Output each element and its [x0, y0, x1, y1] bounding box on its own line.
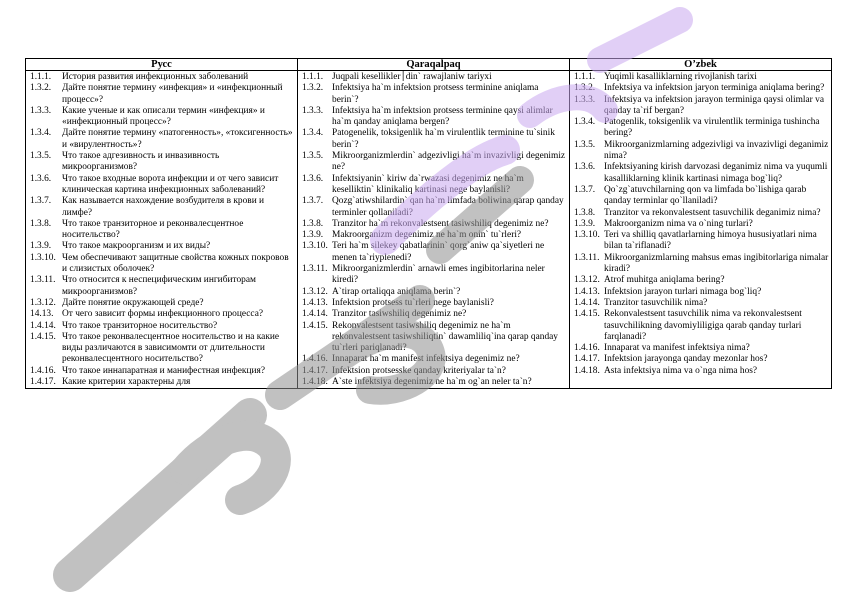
question-text: A`ste infektsiya degenimiz ne ha`m og`an neler ta`n?	[332, 377, 532, 388]
header-karakalpak: Qaraqalpaq	[298, 59, 570, 71]
question-item	[30, 72, 295, 83]
question-number: 1.3.6.	[574, 162, 596, 173]
question-text: A`tirap ortaliqqa aniqlama berin`?	[332, 286, 461, 297]
question-text: Innaparat va manifest infektsiya nima?	[604, 343, 750, 354]
question-number: 1.3.10.	[30, 252, 56, 263]
question-number: 1.1.1.	[302, 72, 324, 82]
question-number: 1.4.16.	[302, 354, 328, 365]
question-item	[30, 241, 295, 252]
question-item	[30, 332, 295, 366]
document-page	[25, 58, 831, 389]
question-item	[30, 275, 295, 298]
question-item	[30, 309, 295, 320]
question-item	[302, 219, 567, 230]
question-number: 1.3.9.	[30, 241, 52, 252]
question-text: Tranzitor tasuvchilik nima?	[604, 297, 708, 308]
watermark-stroke-1	[70, 415, 250, 575]
question-text: От чего зависит формы инфекционного процесса?	[62, 309, 264, 320]
question-item	[30, 174, 295, 197]
question-number: 1.3.7.	[302, 196, 324, 207]
question-item	[302, 128, 567, 151]
question-item	[302, 174, 567, 197]
question-text: Yuqimli kasalliklarning rivojlanish tarixi	[604, 72, 757, 82]
question-item	[574, 95, 829, 118]
question-text: Что такое макроорганизм и их виды?	[62, 241, 211, 252]
question-number: 1.4.14.	[302, 309, 328, 320]
question-item	[30, 128, 295, 151]
question-item	[30, 196, 295, 219]
question-text: Patogenlik, toksigenlik va virulentlik terminiga tushincha bering?	[604, 117, 820, 139]
question-text: Mikroorganizmlerdin` adgezivligi ha`m invazivligi degenimiz ne?	[332, 151, 566, 173]
question-item	[574, 83, 829, 94]
question-number: 1.3.4.	[302, 128, 324, 139]
question-item	[30, 151, 295, 174]
question-number: 1.4.17.	[574, 354, 600, 365]
question-number: 1.4.18.	[574, 365, 600, 376]
question-item	[302, 83, 567, 106]
question-item	[574, 140, 829, 163]
question-item	[30, 377, 295, 388]
column-karakalpak	[298, 71, 570, 389]
question-text: Teri va shilliq qavatlarlarning himoya hususiyatlari nima bilan ta`riflanadi?	[604, 230, 817, 252]
watermark-stroke-2	[185, 436, 276, 500]
question-item	[574, 275, 829, 286]
question-text: Что такое реконвалесцентное носительство и на какие виды различаются в зависимомти от длительности реконвалесцентного носительство?	[62, 331, 280, 365]
question-number: 1.4.16.	[574, 343, 600, 354]
question-item	[30, 321, 295, 332]
question-number: 1.3.3.	[30, 105, 52, 116]
question-number: 1.3.9.	[574, 218, 596, 229]
question-number: 1.3.4.	[30, 128, 52, 139]
question-text: Что такое адгезивность и инвазивность микроорганизмов?	[62, 151, 220, 173]
question-item	[574, 366, 829, 377]
question-number: 1.3.9.	[302, 230, 324, 241]
question-item	[302, 366, 567, 377]
question-number: 1.3.11.	[30, 275, 56, 286]
question-text: Tranzitor va rekonvalestsent tasuvchilik deganimiz nima?	[604, 207, 821, 218]
question-number: 1.4.18.	[302, 377, 328, 388]
question-number: 1.4.13.	[574, 286, 600, 297]
question-text: Patogenelik, toksigenlik ha`m virulentlik terminine tu`sinik berin`?	[332, 128, 555, 150]
question-number: 1.4.16.	[30, 365, 56, 376]
question-number: 1.3.2.	[302, 83, 324, 94]
question-text: Innaparat ha`m manifest infektsiya degenimiz ne?	[332, 354, 520, 365]
question-number: 1.3.3.	[302, 105, 324, 116]
question-item	[574, 298, 829, 309]
question-text: Infektsiyaning kirish darvozasi deganimiz nima va yuqumli kasalliklarning klinik kartinasi nimaga bog`liq?	[604, 162, 828, 184]
question-item	[574, 185, 829, 208]
question-text: Asta infektsiya nima va o`nga nima hos?	[604, 365, 758, 376]
question-text: Atrof muhitga aniqlama bering?	[604, 275, 725, 286]
question-text: Infektsiyanin` kiriw da`rwazasi degenimiz ne ha`m keselliktin` klinikaliq kartinasi nege baylanisli?	[332, 173, 524, 195]
question-number: 1.4.15.	[302, 320, 328, 331]
question-text: История развития инфекционных заболеваний	[62, 72, 249, 82]
question-text: Teri ha`m silekey qabatlarinin` qorg`aniw qa`siyetleri ne menen ta`riyplenedi?	[332, 241, 545, 263]
question-item	[302, 72, 567, 83]
question-number: 1.3.11.	[302, 264, 328, 275]
question-text: Infektsiya va infektsion jaryon terminiga aniqlama bering?	[604, 83, 825, 94]
question-item	[30, 106, 295, 129]
question-item	[302, 298, 567, 309]
question-number: 1.3.4.	[574, 117, 596, 128]
question-text: Infektsion protsess tu`rleri nege baylanisli?	[332, 297, 494, 308]
header-uzbek: O’zbek	[570, 59, 832, 71]
question-number: 1.1.1.	[574, 72, 596, 82]
question-item	[302, 106, 567, 129]
question-number: 1.3.8.	[30, 218, 52, 229]
question-text: Дайте понятие термину «инфекция» и «инфекционный процесс»?	[62, 83, 283, 105]
question-number: 1.3.3.	[574, 94, 596, 105]
question-number: 1.4.14.	[30, 320, 56, 331]
question-text: Infektsiya ha`m infektsion protsess terminine qaysi alimlar ha`m qanday aniqlama bergen?	[332, 105, 553, 128]
question-item	[302, 151, 567, 174]
question-text: Rekonvalestsent tasiwshiliq degenimiz ne ha`m rekonvalestsent tasiwshiliqtin` dawamliliq`ina qarap qanday tu`rleri pariqlanadi?	[332, 320, 558, 354]
question-number: 1.4.13.	[302, 297, 328, 308]
question-item	[30, 298, 295, 309]
question-number: 1.3.8.	[574, 207, 596, 218]
question-number: 1.3.5.	[302, 151, 324, 162]
question-number: 1.3.5.	[574, 139, 596, 150]
question-number: 1.3.6.	[302, 173, 324, 184]
question-text: Что такое транзиторное носительство?	[62, 320, 218, 331]
question-number: 1.3.2.	[574, 83, 596, 94]
question-text: Tranzitor ha`m rekonvalestsent tasiwshiliq degenimiz ne?	[332, 218, 549, 229]
question-number: 1.3.2.	[30, 83, 52, 94]
question-number: 1.3.8.	[302, 218, 324, 229]
question-text: Mikroorganizmlarning adgezivligi va invazivligi deganimiz nima?	[604, 139, 829, 162]
question-number: 1.3.5.	[30, 151, 52, 162]
question-text: Что такое иннапаратная и манифестная инфекция?	[62, 365, 265, 376]
watermark-stroke-8	[600, 20, 680, 60]
question-item	[30, 219, 295, 242]
question-item	[574, 309, 829, 343]
question-number: 1.3.7.	[30, 196, 52, 207]
question-text: Qozg`atiwshilardin` qan ha`m limfada boliwina qarap qanday terminler qollaniladi?	[332, 196, 564, 218]
column-russian	[26, 71, 298, 389]
table-header-row	[26, 59, 832, 71]
header-russian: Русс	[26, 59, 298, 71]
question-text: Makroorganizm degenimiz ne ha`m onin` tu`rleri?	[332, 230, 522, 241]
column-uzbek	[570, 71, 832, 389]
question-text: Какие критерии характерны для	[62, 377, 191, 388]
question-item	[302, 377, 567, 388]
question-text: Как называется нахождение возбудителя в крови и лимфе?	[62, 196, 265, 218]
question-number: 1.3.7.	[574, 184, 596, 195]
question-item	[302, 309, 567, 320]
question-item	[574, 287, 829, 298]
question-number: 1.3.12.	[302, 286, 328, 297]
question-item	[302, 264, 567, 287]
question-number: 1.4.15.	[574, 309, 600, 320]
question-item	[302, 230, 567, 241]
question-number: 1.3.6.	[30, 173, 52, 184]
question-text: Дайте понятие окружающей среде?	[62, 297, 204, 308]
question-number: 1.4.15.	[30, 331, 56, 342]
question-item	[574, 219, 829, 230]
question-item	[302, 196, 567, 219]
question-item	[574, 354, 829, 365]
question-item	[574, 162, 829, 185]
question-text: Tranzitor tasiwshiliq degenimiz ne?	[332, 309, 467, 320]
question-text: Juqpali kesellikler׀din` rawajlaniw tariyxi	[332, 72, 492, 82]
question-number: 1.1.1.	[30, 72, 52, 82]
question-text: Infektsiya va infektsion jarayon terminiga qaysi olimlar va qanday ta`rif bergan?	[604, 94, 824, 116]
question-text: Что такое транзиторное и реконвалесцентное носительство?	[62, 218, 244, 241]
question-number: 1.3.12.	[574, 275, 600, 286]
question-number: 1.3.12.	[30, 297, 56, 308]
question-number: 1.3.11.	[574, 252, 600, 263]
question-text: Qo`zg`atuvchilarning qon va limfada bo`lishiga qarab qanday terminlar qo`llaniladi?	[604, 184, 807, 207]
question-item	[574, 343, 829, 354]
question-text: Rekonvalestsent tasuvchilik nima va rekonvalestsent tasuvchilikning davomiyliligiga qarab qanday turlari farqlanadi?	[604, 309, 802, 342]
question-item	[302, 287, 567, 298]
question-item	[574, 208, 829, 219]
question-text: Чем обеспечивают защитные свойства кожных покровов и слизистых оболочек?	[62, 252, 289, 275]
question-number: 1.3.10.	[302, 241, 328, 252]
question-item	[302, 354, 567, 365]
question-number: 14.13.	[30, 309, 54, 320]
question-text: Что такое входные ворота инфекции и от чего зависит клиническая картина инфекционных заболеваний?	[62, 173, 279, 195]
question-text: Что относится к неспецифическим ингибиторам микроорганизмов?	[62, 275, 256, 297]
question-number: 1.4.17.	[302, 365, 328, 376]
question-table	[25, 58, 832, 389]
question-text: Какие ученые и как описали термин «инфекция» и «инфекционный процесс»?	[62, 105, 265, 128]
question-item	[574, 253, 829, 276]
question-text: Infektsiya ha`m infektsion protsess terminine aniqlama berin`?	[332, 83, 539, 105]
table-body-row	[26, 71, 832, 389]
question-text: Infektsion jarayon turlari nimaga bog`liq?	[604, 286, 762, 297]
question-item	[30, 83, 295, 106]
question-number: 1.3.10.	[574, 230, 600, 241]
question-text: Makroorganizm nima va o`ning turlari?	[604, 218, 753, 229]
question-item	[302, 241, 567, 264]
question-item	[574, 72, 829, 83]
question-item	[302, 321, 567, 355]
question-text: Дайте понятие термину «патогенность», «токсигенность» и «вирулентность»?	[62, 128, 293, 150]
question-text: Infektsion jarayonga qanday mezonlar hos?	[604, 354, 768, 365]
question-item	[30, 366, 295, 377]
question-item	[30, 253, 295, 276]
question-item	[574, 117, 829, 140]
question-number: 1.4.14.	[574, 297, 600, 308]
question-item	[574, 230, 829, 253]
question-text: Mikroorganizmlerdin` arnawli emes ingibitorlarina neler kiredi?	[332, 264, 545, 286]
question-text: Mikroorganizmlarning mahsus emas ingibitorlariga nimalar kiradi?	[604, 252, 829, 275]
question-number: 1.4.17.	[30, 377, 56, 388]
question-text: Infektsion protsesske qanday kriteriyalar ta`n?	[332, 365, 506, 376]
